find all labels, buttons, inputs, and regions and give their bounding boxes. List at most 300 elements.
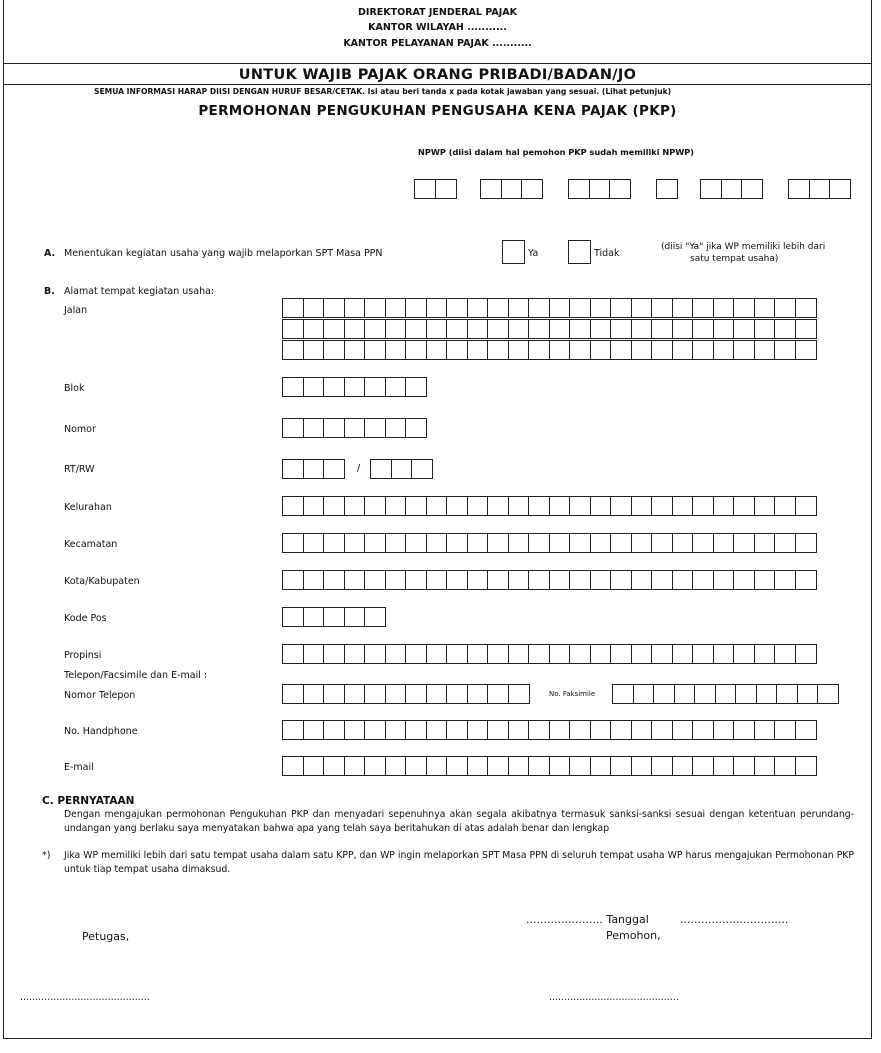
character-box[interactable] — [569, 319, 591, 339]
character-box[interactable] — [370, 459, 392, 479]
character-box[interactable] — [487, 756, 509, 776]
character-box[interactable] — [817, 684, 839, 704]
character-box[interactable] — [528, 570, 550, 590]
character-box[interactable] — [631, 720, 653, 740]
character-box[interactable] — [344, 340, 366, 360]
character-box[interactable] — [692, 496, 714, 516]
character-box[interactable] — [303, 570, 325, 590]
character-box[interactable] — [508, 720, 530, 740]
npwp-digit-box[interactable] — [480, 179, 502, 199]
npwp-digit-box[interactable] — [589, 179, 611, 199]
character-box[interactable] — [282, 418, 304, 438]
checkbox-ya[interactable] — [502, 240, 525, 264]
propinsi-boxes[interactable] — [282, 644, 815, 664]
character-box[interactable] — [426, 570, 448, 590]
character-box[interactable] — [426, 319, 448, 339]
character-box[interactable] — [672, 756, 694, 776]
npwp-digit-box[interactable] — [414, 179, 436, 199]
character-box[interactable] — [364, 533, 386, 553]
character-box[interactable] — [733, 496, 755, 516]
character-box[interactable] — [549, 319, 571, 339]
character-box[interactable] — [405, 756, 427, 776]
character-box[interactable] — [528, 644, 550, 664]
character-box[interactable] — [344, 720, 366, 740]
checkbox-tidak[interactable] — [568, 240, 591, 264]
character-box[interactable] — [692, 720, 714, 740]
character-box[interactable] — [385, 496, 407, 516]
character-box[interactable] — [795, 644, 817, 664]
character-box[interactable] — [364, 377, 386, 397]
npwp-digit-box[interactable] — [435, 179, 457, 199]
character-box[interactable] — [713, 496, 735, 516]
character-box[interactable] — [426, 298, 448, 318]
character-box[interactable] — [549, 340, 571, 360]
character-box[interactable] — [385, 756, 407, 776]
character-box[interactable] — [385, 644, 407, 664]
character-box[interactable] — [590, 720, 612, 740]
character-box[interactable] — [674, 684, 696, 704]
character-box[interactable] — [549, 720, 571, 740]
character-box[interactable] — [487, 496, 509, 516]
character-box[interactable] — [405, 418, 427, 438]
character-box[interactable] — [426, 496, 448, 516]
character-box[interactable] — [446, 756, 468, 776]
character-box[interactable] — [774, 533, 796, 553]
character-box[interactable] — [323, 418, 345, 438]
character-box[interactable] — [446, 533, 468, 553]
character-box[interactable] — [672, 340, 694, 360]
character-box[interactable] — [733, 533, 755, 553]
character-box[interactable] — [528, 533, 550, 553]
character-box[interactable] — [446, 298, 468, 318]
character-box[interactable] — [713, 533, 735, 553]
npwp-digit-box[interactable] — [501, 179, 523, 199]
character-box[interactable] — [323, 644, 345, 664]
character-box[interactable] — [528, 496, 550, 516]
npwp-digit-box[interactable] — [568, 179, 590, 199]
character-box[interactable] — [487, 684, 509, 704]
character-box[interactable] — [282, 298, 304, 318]
character-box[interactable] — [364, 644, 386, 664]
character-box[interactable] — [651, 720, 673, 740]
character-box[interactable] — [590, 340, 612, 360]
character-box[interactable] — [405, 644, 427, 664]
character-box[interactable] — [713, 570, 735, 590]
character-box[interactable] — [795, 720, 817, 740]
character-box[interactable] — [405, 570, 427, 590]
character-box[interactable] — [364, 340, 386, 360]
character-box[interactable] — [282, 496, 304, 516]
character-box[interactable] — [446, 496, 468, 516]
character-box[interactable] — [411, 459, 433, 479]
character-box[interactable] — [692, 756, 714, 776]
character-box[interactable] — [508, 644, 530, 664]
character-box[interactable] — [631, 340, 653, 360]
character-box[interactable] — [569, 496, 591, 516]
character-box[interactable] — [651, 340, 673, 360]
character-box[interactable] — [672, 533, 694, 553]
character-box[interactable] — [651, 319, 673, 339]
character-box[interactable] — [385, 418, 407, 438]
character-box[interactable] — [391, 459, 413, 479]
character-box[interactable] — [528, 298, 550, 318]
character-box[interactable] — [774, 644, 796, 664]
jalan-row-1[interactable] — [282, 298, 815, 318]
character-box[interactable] — [569, 340, 591, 360]
character-box[interactable] — [467, 340, 489, 360]
character-box[interactable] — [733, 319, 755, 339]
character-box[interactable] — [467, 570, 489, 590]
character-box[interactable] — [549, 756, 571, 776]
character-box[interactable] — [323, 496, 345, 516]
character-box[interactable] — [756, 684, 778, 704]
character-box[interactable] — [692, 644, 714, 664]
character-box[interactable] — [487, 533, 509, 553]
character-box[interactable] — [323, 459, 345, 479]
rt-boxes[interactable] — [282, 459, 344, 479]
character-box[interactable] — [487, 644, 509, 664]
character-box[interactable] — [795, 570, 817, 590]
character-box[interactable] — [797, 684, 819, 704]
character-box[interactable] — [487, 319, 509, 339]
character-box[interactable] — [569, 298, 591, 318]
character-box[interactable] — [323, 298, 345, 318]
character-box[interactable] — [774, 570, 796, 590]
npwp-digit-box[interactable] — [609, 179, 631, 199]
character-box[interactable] — [282, 533, 304, 553]
character-box[interactable] — [426, 644, 448, 664]
character-box[interactable] — [795, 533, 817, 553]
character-box[interactable] — [426, 756, 448, 776]
character-box[interactable] — [364, 319, 386, 339]
character-box[interactable] — [754, 340, 776, 360]
character-box[interactable] — [631, 533, 653, 553]
character-box[interactable] — [405, 533, 427, 553]
character-box[interactable] — [467, 319, 489, 339]
character-box[interactable] — [508, 340, 530, 360]
character-box[interactable] — [487, 720, 509, 740]
character-box[interactable] — [467, 496, 489, 516]
character-box[interactable] — [467, 533, 489, 553]
character-box[interactable] — [344, 570, 366, 590]
character-box[interactable] — [590, 496, 612, 516]
character-box[interactable] — [508, 533, 530, 553]
character-box[interactable] — [344, 496, 366, 516]
character-box[interactable] — [692, 340, 714, 360]
character-box[interactable] — [385, 377, 407, 397]
telepon-boxes[interactable] — [282, 684, 528, 704]
character-box[interactable] — [405, 496, 427, 516]
character-box[interactable] — [405, 720, 427, 740]
character-box[interactable] — [795, 298, 817, 318]
character-box[interactable] — [364, 496, 386, 516]
character-box[interactable] — [590, 570, 612, 590]
character-box[interactable] — [653, 684, 675, 704]
character-box[interactable] — [282, 720, 304, 740]
character-box[interactable] — [713, 644, 735, 664]
character-box[interactable] — [405, 298, 427, 318]
character-box[interactable] — [733, 644, 755, 664]
character-box[interactable] — [364, 607, 386, 627]
character-box[interactable] — [364, 756, 386, 776]
character-box[interactable] — [344, 298, 366, 318]
character-box[interactable] — [467, 298, 489, 318]
character-box[interactable] — [303, 644, 325, 664]
character-box[interactable] — [774, 756, 796, 776]
character-box[interactable] — [323, 377, 345, 397]
character-box[interactable] — [344, 684, 366, 704]
character-box[interactable] — [610, 533, 632, 553]
character-box[interactable] — [467, 720, 489, 740]
character-box[interactable] — [446, 570, 468, 590]
email-boxes[interactable] — [282, 756, 815, 776]
character-box[interactable] — [385, 319, 407, 339]
character-box[interactable] — [610, 570, 632, 590]
character-box[interactable] — [282, 644, 304, 664]
character-box[interactable] — [528, 756, 550, 776]
character-box[interactable] — [631, 496, 653, 516]
character-box[interactable] — [344, 607, 366, 627]
character-box[interactable] — [426, 533, 448, 553]
character-box[interactable] — [612, 684, 634, 704]
character-box[interactable] — [754, 319, 776, 339]
character-box[interactable] — [528, 340, 550, 360]
character-box[interactable] — [344, 644, 366, 664]
character-box[interactable] — [385, 684, 407, 704]
character-box[interactable] — [733, 570, 755, 590]
character-box[interactable] — [590, 644, 612, 664]
npwp-digit-box[interactable] — [829, 179, 851, 199]
character-box[interactable] — [385, 298, 407, 318]
character-box[interactable] — [692, 298, 714, 318]
character-box[interactable] — [610, 340, 632, 360]
character-box[interactable] — [692, 533, 714, 553]
character-box[interactable] — [754, 298, 776, 318]
character-box[interactable] — [385, 533, 407, 553]
character-box[interactable] — [774, 720, 796, 740]
character-box[interactable] — [282, 319, 304, 339]
character-box[interactable] — [282, 377, 304, 397]
character-box[interactable] — [446, 340, 468, 360]
npwp-digit-box[interactable] — [809, 179, 831, 199]
character-box[interactable] — [590, 298, 612, 318]
npwp-digit-box[interactable] — [521, 179, 543, 199]
character-box[interactable] — [508, 319, 530, 339]
character-box[interactable] — [344, 533, 366, 553]
character-box[interactable] — [774, 496, 796, 516]
character-box[interactable] — [754, 496, 776, 516]
character-box[interactable] — [590, 756, 612, 776]
character-box[interactable] — [303, 496, 325, 516]
character-box[interactable] — [569, 644, 591, 664]
character-box[interactable] — [426, 684, 448, 704]
character-box[interactable] — [795, 340, 817, 360]
character-box[interactable] — [508, 756, 530, 776]
character-box[interactable] — [344, 319, 366, 339]
character-box[interactable] — [549, 496, 571, 516]
character-box[interactable] — [344, 756, 366, 776]
character-box[interactable] — [631, 298, 653, 318]
character-box[interactable] — [651, 496, 673, 516]
character-box[interactable] — [303, 340, 325, 360]
character-box[interactable] — [405, 340, 427, 360]
character-box[interactable] — [323, 533, 345, 553]
character-box[interactable] — [323, 720, 345, 740]
character-box[interactable] — [610, 644, 632, 664]
character-box[interactable] — [754, 570, 776, 590]
character-box[interactable] — [651, 644, 673, 664]
character-box[interactable] — [754, 756, 776, 776]
character-box[interactable] — [692, 570, 714, 590]
character-box[interactable] — [549, 644, 571, 664]
npwp-digit-box[interactable] — [788, 179, 810, 199]
character-box[interactable] — [508, 684, 530, 704]
character-box[interactable] — [282, 459, 304, 479]
character-box[interactable] — [467, 684, 489, 704]
jalan-row-2[interactable] — [282, 319, 815, 339]
kota-boxes[interactable] — [282, 570, 815, 590]
character-box[interactable] — [776, 684, 798, 704]
character-box[interactable] — [282, 607, 304, 627]
character-box[interactable] — [446, 644, 468, 664]
character-box[interactable] — [569, 720, 591, 740]
kodepos-boxes[interactable] — [282, 607, 385, 627]
character-box[interactable] — [528, 720, 550, 740]
character-box[interactable] — [426, 340, 448, 360]
character-box[interactable] — [733, 340, 755, 360]
character-box[interactable] — [713, 340, 735, 360]
character-box[interactable] — [446, 319, 468, 339]
character-box[interactable] — [303, 319, 325, 339]
character-box[interactable] — [487, 340, 509, 360]
character-box[interactable] — [508, 298, 530, 318]
character-box[interactable] — [631, 644, 653, 664]
rw-boxes[interactable] — [370, 459, 432, 479]
character-box[interactable] — [610, 496, 632, 516]
character-box[interactable] — [323, 319, 345, 339]
npwp-digit-box[interactable] — [656, 179, 678, 199]
character-box[interactable] — [633, 684, 655, 704]
character-box[interactable] — [672, 496, 694, 516]
character-box[interactable] — [323, 684, 345, 704]
nomor-boxes[interactable] — [282, 418, 426, 438]
character-box[interactable] — [713, 756, 735, 776]
character-box[interactable] — [754, 644, 776, 664]
character-box[interactable] — [323, 756, 345, 776]
character-box[interactable] — [672, 298, 694, 318]
character-box[interactable] — [303, 684, 325, 704]
character-box[interactable] — [487, 298, 509, 318]
character-box[interactable] — [692, 319, 714, 339]
character-box[interactable] — [774, 319, 796, 339]
npwp-digit-box[interactable] — [700, 179, 722, 199]
character-box[interactable] — [549, 570, 571, 590]
character-box[interactable] — [672, 570, 694, 590]
jalan-row-3[interactable] — [282, 340, 815, 360]
character-box[interactable] — [672, 644, 694, 664]
character-box[interactable] — [735, 684, 757, 704]
character-box[interactable] — [385, 570, 407, 590]
character-box[interactable] — [569, 570, 591, 590]
character-box[interactable] — [364, 418, 386, 438]
character-box[interactable] — [651, 570, 673, 590]
kecamatan-boxes[interactable] — [282, 533, 815, 553]
character-box[interactable] — [610, 756, 632, 776]
character-box[interactable] — [385, 720, 407, 740]
character-box[interactable] — [795, 496, 817, 516]
character-box[interactable] — [733, 756, 755, 776]
character-box[interactable] — [610, 720, 632, 740]
character-box[interactable] — [569, 533, 591, 553]
character-box[interactable] — [303, 607, 325, 627]
character-box[interactable] — [303, 756, 325, 776]
character-box[interactable] — [303, 533, 325, 553]
character-box[interactable] — [364, 298, 386, 318]
character-box[interactable] — [487, 570, 509, 590]
character-box[interactable] — [323, 340, 345, 360]
character-box[interactable] — [303, 459, 325, 479]
character-box[interactable] — [405, 377, 427, 397]
character-box[interactable] — [610, 319, 632, 339]
character-box[interactable] — [364, 720, 386, 740]
character-box[interactable] — [303, 298, 325, 318]
fax-boxes[interactable] — [612, 684, 838, 704]
character-box[interactable] — [774, 298, 796, 318]
handphone-boxes[interactable] — [282, 720, 815, 740]
character-box[interactable] — [385, 340, 407, 360]
character-box[interactable] — [754, 720, 776, 740]
character-box[interactable] — [754, 533, 776, 553]
character-box[interactable] — [569, 756, 591, 776]
character-box[interactable] — [303, 720, 325, 740]
character-box[interactable] — [508, 570, 530, 590]
character-box[interactable] — [651, 533, 673, 553]
kelurahan-boxes[interactable] — [282, 496, 815, 516]
character-box[interactable] — [631, 570, 653, 590]
character-box[interactable] — [426, 720, 448, 740]
character-box[interactable] — [282, 756, 304, 776]
character-box[interactable] — [303, 377, 325, 397]
character-box[interactable] — [364, 684, 386, 704]
npwp-digit-box[interactable] — [741, 179, 763, 199]
character-box[interactable] — [323, 607, 345, 627]
character-box[interactable] — [364, 570, 386, 590]
character-box[interactable] — [610, 298, 632, 318]
character-box[interactable] — [282, 684, 304, 704]
character-box[interactable] — [631, 756, 653, 776]
npwp-digit-box[interactable] — [721, 179, 743, 199]
character-box[interactable] — [733, 298, 755, 318]
character-box[interactable] — [651, 756, 673, 776]
character-box[interactable] — [672, 720, 694, 740]
character-box[interactable] — [303, 418, 325, 438]
character-box[interactable] — [733, 720, 755, 740]
blok-boxes[interactable] — [282, 377, 426, 397]
character-box[interactable] — [446, 684, 468, 704]
character-box[interactable] — [467, 644, 489, 664]
character-box[interactable] — [713, 319, 735, 339]
character-box[interactable] — [282, 570, 304, 590]
character-box[interactable] — [344, 418, 366, 438]
character-box[interactable] — [405, 319, 427, 339]
character-box[interactable] — [774, 340, 796, 360]
character-box[interactable] — [282, 340, 304, 360]
character-box[interactable] — [795, 756, 817, 776]
character-box[interactable] — [446, 720, 468, 740]
character-box[interactable] — [713, 298, 735, 318]
character-box[interactable] — [344, 377, 366, 397]
character-box[interactable] — [528, 319, 550, 339]
